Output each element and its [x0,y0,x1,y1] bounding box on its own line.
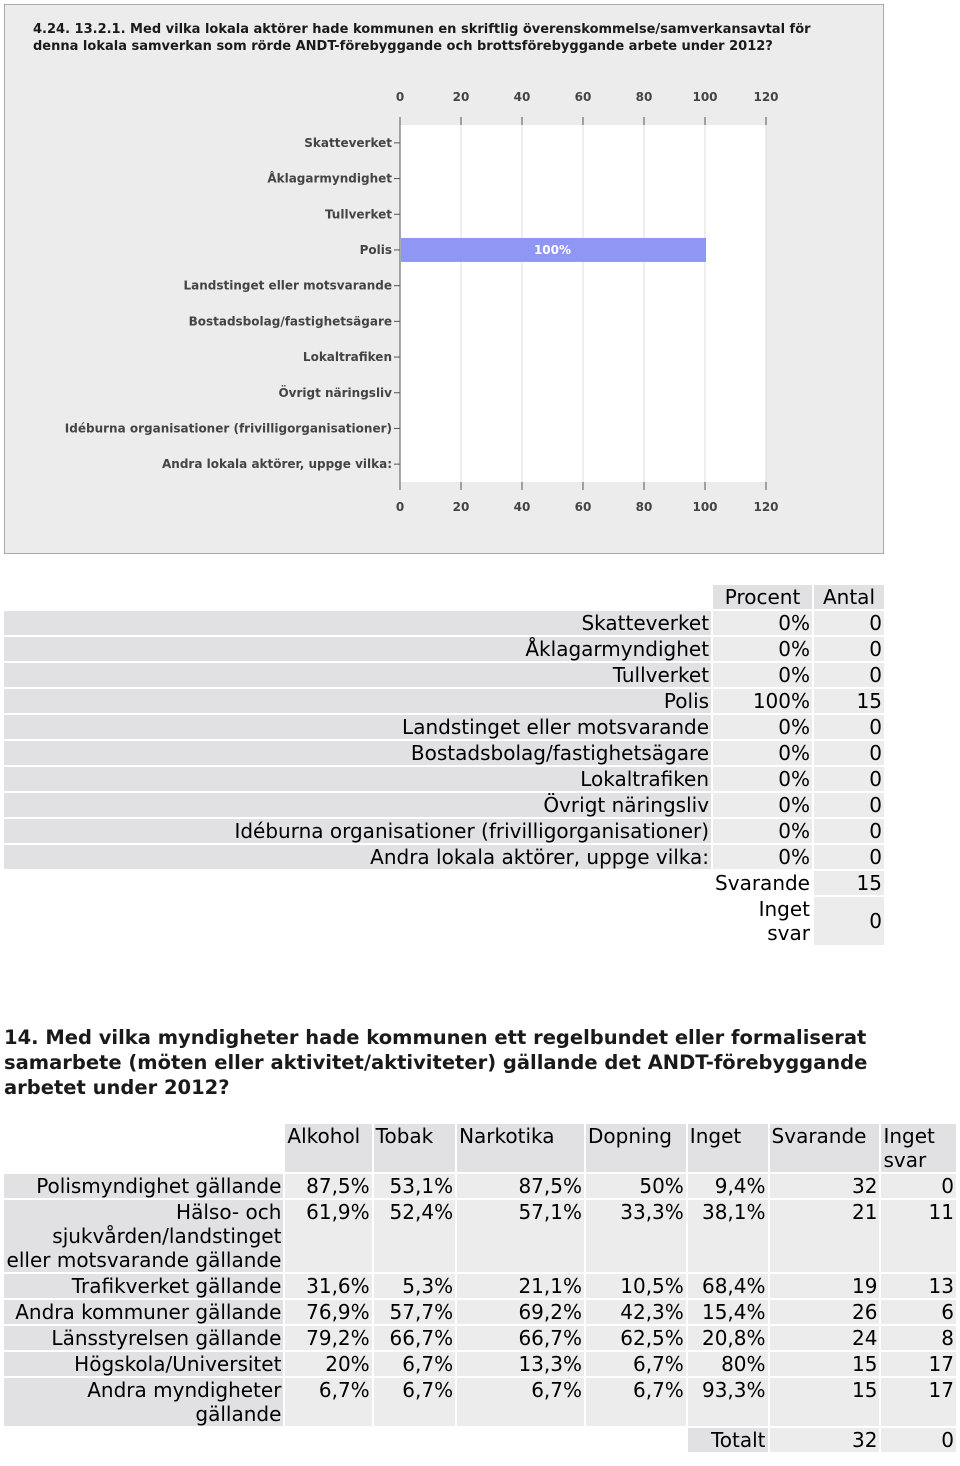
crosstab-cell: 0 [881,1174,956,1198]
summary-row [4,637,884,661]
crosstab-cell: 15 [770,1378,880,1426]
summary-inget-svar-row [4,897,884,945]
chart-title: 4.24. 13.2.1. Med vilka lokala aktörer hade kommunen en skriftlig överenskommelse/samverkansavtal för denna lokala samverkan som rörde ANDT-förebyggande och brottsförebyggande arbete under 2012? [33,22,811,54]
crosstab-cell: 32 [770,1174,880,1198]
crosstab-header: Inget [688,1124,768,1172]
summary-row-count: 0 [814,741,884,765]
bar-chart [5,5,883,553]
crosstab-cell: 21,1% [457,1274,584,1298]
crosstab-header: Dopning [586,1124,686,1172]
summary-row-label: Övrigt näringsliv [4,793,711,817]
summary-row [4,715,884,739]
crosstab-cell: 93,3% [688,1378,768,1426]
summary-row-label: Åklagarmyndighet [4,637,711,661]
summary-row-count: 0 [814,767,884,791]
x-tick-label-bottom: 120 [753,500,779,514]
crosstab-cell: 6,7% [586,1352,686,1376]
summary-table [2,583,886,947]
crosstab-row-label: Trafikverket gällande [4,1274,283,1298]
summary-row-count: 0 [814,715,884,739]
crosstab-cell: 42,3% [586,1300,686,1324]
crosstab-header: Alkohol [285,1124,371,1172]
x-tick-label-bottom: 0 [395,500,405,514]
x-tick-label-top: 20 [452,90,470,104]
crosstab-cell: 20% [285,1352,371,1376]
summary-row-percent: 0% [713,741,812,765]
summary-row [4,793,884,817]
crosstab-cell: 57,7% [374,1300,455,1324]
bar-value-label: 100% [533,242,572,257]
crosstab-cell: 31,6% [285,1274,371,1298]
crosstab-cell: 62,5% [586,1326,686,1350]
crosstab-cell: 33,3% [586,1200,686,1272]
crosstab-cell: 66,7% [457,1326,584,1350]
crosstab-cell: 61,9% [285,1200,371,1272]
crosstab-cell: 6,7% [457,1378,584,1426]
question-14-title: 14. Med vilka myndigheter hade kommunen ett regelbundet eller formaliserat samarbete (möten eller aktivitet/aktiviteter) gällande det ANDT-förebyggande arbetet under 2012? [4,1026,868,1099]
crosstab-cell: 6,7% [374,1378,455,1426]
category-label: Lokaltrafiken [302,350,392,365]
category-label: Åklagarmyndighet [267,171,392,186]
crosstab-cell: 17 [881,1352,956,1376]
summary-row-label: Andra lokala aktörer, uppge vilka: [4,845,711,869]
crosstab-cell: 15 [770,1352,880,1376]
summary-row [4,663,884,687]
summary-row [4,611,884,635]
summary-row-count: 0 [814,611,884,635]
crosstab-cell: 13 [881,1274,956,1298]
crosstab-cell: 19 [770,1274,880,1298]
category-label: Tullverket [324,207,392,222]
category-label: Övrigt näringsliv [278,385,392,400]
x-tick-label-top: 100 [692,90,718,104]
crosstab-cell: 57,1% [457,1200,584,1272]
crosstab-header: Svarande [770,1124,880,1172]
crosstab-row-label: Andra kommuner gällande [4,1300,283,1324]
header-procent: Procent [713,585,812,609]
crosstab-cell: 20,8% [688,1326,768,1350]
crosstab-cell: 6,7% [374,1352,455,1376]
summary-row-count: 0 [814,793,884,817]
summary-row-label: Landstinget eller motsvarande [4,715,711,739]
crosstab-cell: 76,9% [285,1300,371,1324]
summary-row-count: 0 [814,845,884,869]
crosstab-cell: 69,2% [457,1300,584,1324]
inget-svar-value: 0 [814,897,884,945]
chart-panel [4,4,884,554]
total-inget-svar: 0 [881,1428,956,1452]
x-tick-label-bottom: 40 [513,500,531,514]
crosstab-cell: 6,7% [285,1378,371,1426]
category-label: Landstinget eller motsvarande [183,278,392,293]
x-tick-label-bottom: 80 [635,500,653,514]
summary-row [4,741,884,765]
x-tick-label-bottom: 100 [692,500,718,514]
crosstab-total-row [4,1428,956,1452]
crosstab-cell: 15,4% [688,1300,768,1324]
crosstab-row [4,1352,956,1376]
crosstab-cell: 24 [770,1326,880,1350]
crosstab-cell: 11 [881,1200,956,1272]
crosstab-row [4,1274,956,1298]
crosstab-cell: 13,3% [457,1352,584,1376]
crosstab-row-label: Hälso- och sjukvården/landstinget eller motsvarande gällande [4,1200,283,1272]
crosstab-row [4,1200,956,1272]
summary-row-percent: 100% [713,689,812,713]
summary-row-count: 0 [814,637,884,661]
crosstab-header: Narkotika [457,1124,584,1172]
crosstab-row-label: Högskola/Universitet [4,1352,283,1376]
crosstab-cell: 50% [586,1174,686,1198]
summary-row-count: 0 [814,663,884,687]
summary-row [4,767,884,791]
crosstab-cell: 26 [770,1300,880,1324]
category-label: Idéburna organisationer (frivilligorganisationer) [64,421,392,436]
x-tick-label-bottom: 20 [452,500,470,514]
crosstab-row-label: Länsstyrelsen gällande [4,1326,283,1350]
crosstab-cell: 53,1% [374,1174,455,1198]
crosstab-row [4,1326,956,1350]
crosstab-cell: 8 [881,1326,956,1350]
summary-row [4,819,884,843]
x-tick-label-top: 0 [395,90,405,104]
category-label: Polis [359,242,392,257]
summary-row-label: Polis [4,689,711,713]
summary-row-percent: 0% [713,715,812,739]
summary-row-percent: 0% [713,611,812,635]
crosstab-header: Inget svar [881,1124,956,1172]
crosstab-row-label: Andra myndigheter gällande [4,1378,283,1426]
summary-row-label: Skatteverket [4,611,711,635]
summary-row-percent: 0% [713,637,812,661]
summary-row-percent: 0% [713,793,812,817]
crosstab-row-label: Polismyndighet gällande [4,1174,283,1198]
crosstab-cell: 79,2% [285,1326,371,1350]
crosstab-cell: 6 [881,1300,956,1324]
crosstab-cell: 10,5% [586,1274,686,1298]
crosstab-cell: 87,5% [285,1174,371,1198]
crosstab-cell: 5,3% [374,1274,455,1298]
crosstab-cell: 6,7% [586,1378,686,1426]
crosstab-cell: 9,4% [688,1174,768,1198]
total-label: Totalt [688,1428,768,1452]
summary-row-label: Tullverket [4,663,711,687]
summary-row [4,689,884,713]
crosstab-cell: 21 [770,1200,880,1272]
inget-svar-label: Inget svar [758,897,810,945]
x-tick-label-top: 40 [513,90,531,104]
crosstab-header: Tobak [374,1124,455,1172]
crosstab-cell: 66,7% [374,1326,455,1350]
crosstab-cell: 38,1% [688,1200,768,1272]
crosstab-row [4,1300,956,1324]
summary-row-percent: 0% [713,845,812,869]
summary-svarande-row [4,871,884,895]
crosstab-cell: 68,4% [688,1274,768,1298]
category-label: Skatteverket [304,135,392,150]
summary-row-percent: 0% [713,767,812,791]
x-tick-label-top: 80 [635,90,653,104]
crosstab-cell: 87,5% [457,1174,584,1198]
x-tick-label-top: 60 [574,90,592,104]
summary-row-percent: 0% [713,819,812,843]
crosstab-table [2,1122,958,1454]
crosstab-row [4,1378,956,1426]
header-antal: Antal [814,585,884,609]
total-svarande: 32 [770,1428,880,1452]
crosstab-row [4,1174,956,1198]
crosstab-cell: 17 [881,1378,956,1426]
x-tick-label-bottom: 60 [574,500,592,514]
summary-row-count: 15 [814,689,884,713]
category-label: Andra lokala aktörer, uppge vilka: [162,457,392,472]
svarande-value: 15 [814,871,884,895]
summary-row-percent: 0% [713,663,812,687]
crosstab-cell: 52,4% [374,1200,455,1272]
crosstab-cell: 80% [688,1352,768,1376]
summary-row [4,845,884,869]
summary-row-label: Idéburna organisationer (frivilligorganisationer) [4,819,711,843]
summary-row-count: 0 [814,819,884,843]
category-label: Bostadsbolag/fastighetsägare [188,314,392,329]
summary-row-label: Bostadsbolag/fastighetsägare [4,741,711,765]
summary-row-label: Lokaltrafiken [4,767,711,791]
svarande-label: Svarande [715,871,810,895]
x-tick-label-top: 120 [753,90,779,104]
